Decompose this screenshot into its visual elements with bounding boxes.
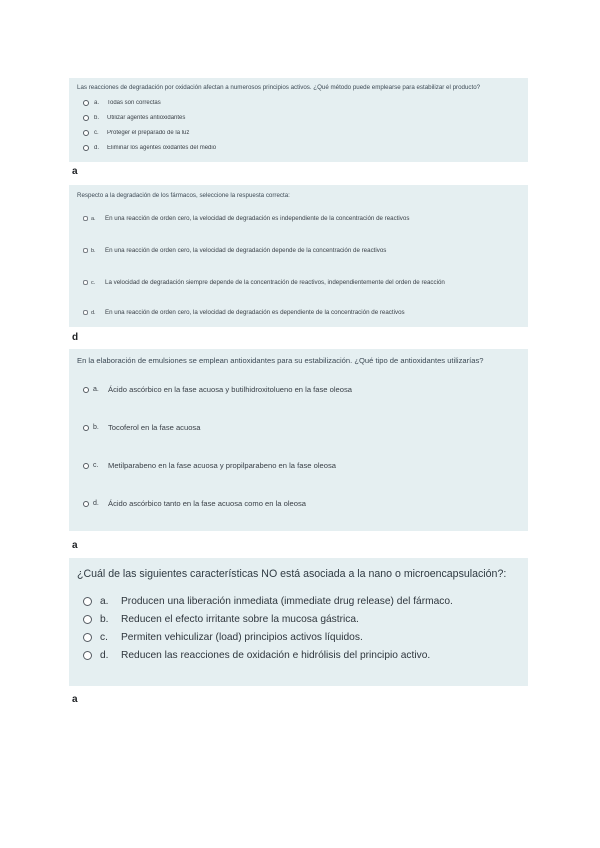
option-letter: b. xyxy=(91,247,96,254)
radio-button[interactable] xyxy=(83,115,89,121)
checkbox[interactable] xyxy=(83,280,88,285)
option-letter: c. xyxy=(93,462,99,469)
option-label: Proteger el preparado de la luz xyxy=(107,130,190,136)
option-label: Tocoferol en la fase acuosa xyxy=(108,423,201,432)
checkbox[interactable] xyxy=(83,310,88,315)
radio-button[interactable] xyxy=(83,100,89,106)
option-label: Todas son correctas xyxy=(107,100,161,106)
option-label: En una reacción de orden cero, la velocidad de degradación es dependiente de la concentración de reactivos xyxy=(105,309,405,316)
checkbox[interactable] xyxy=(83,216,88,221)
question-text: Respecto a la degradación de los fármacos, seleccione la respuesta correcta: xyxy=(77,192,290,199)
radio-button[interactable] xyxy=(83,597,92,606)
option-letter: b. xyxy=(94,115,100,121)
option-letter: c. xyxy=(94,130,99,136)
question-card-4 xyxy=(69,558,528,686)
option-d[interactable] xyxy=(83,650,522,661)
option-label: La velocidad de degradación siempre depende de la concentración de reactivos, independientemente del orden de reacción xyxy=(105,279,445,286)
radio-button[interactable] xyxy=(83,387,89,393)
option-letter: a. xyxy=(100,596,109,607)
option-letter: c. xyxy=(91,279,96,286)
radio-button[interactable] xyxy=(83,633,92,642)
option-letter: a. xyxy=(91,215,96,222)
option-label: Ácido ascórbico en la fase acuosa y butilhidroxitolueno en la fase oleosa xyxy=(108,385,352,394)
answer-label-2: d xyxy=(72,332,79,343)
option-a[interactable] xyxy=(83,385,522,394)
option-label: Reducen el efecto irritante sobre la mucosa gástrica. xyxy=(121,614,359,625)
option-d[interactable] xyxy=(83,145,522,151)
answer-label-4: a xyxy=(72,694,78,705)
option-label: Ácido ascórbico tanto en la fase acuosa como en la oleosa xyxy=(108,499,306,508)
option-a[interactable] xyxy=(83,215,522,222)
option-b[interactable] xyxy=(83,423,522,432)
option-a[interactable] xyxy=(83,100,522,106)
answer-label-3: a xyxy=(72,540,78,551)
option-c[interactable] xyxy=(83,632,522,643)
radio-button[interactable] xyxy=(83,501,89,507)
checkbox[interactable] xyxy=(83,248,88,253)
question-card-1 xyxy=(69,78,528,162)
radio-button[interactable] xyxy=(83,130,89,136)
radio-button[interactable] xyxy=(83,615,92,624)
option-letter: d. xyxy=(100,650,109,661)
option-b[interactable] xyxy=(83,614,522,625)
radio-button[interactable] xyxy=(83,425,89,431)
answer-label-1: a xyxy=(72,166,78,177)
option-letter: a. xyxy=(94,100,100,106)
radio-button[interactable] xyxy=(83,145,89,151)
radio-button[interactable] xyxy=(83,463,89,469)
option-label: En una reacción de orden cero, la velocidad de degradación depende de la concentración de reactivos xyxy=(105,247,387,254)
option-label: Producen una liberación inmediata (immediate drug release) del fármaco. xyxy=(121,596,453,607)
option-c[interactable] xyxy=(83,461,522,470)
option-letter: c. xyxy=(100,632,108,643)
question-text: ¿Cuál de las siguientes características NO está asociada a la nano o microencapsulación?: xyxy=(77,568,507,580)
option-letter: a. xyxy=(93,386,99,393)
option-letter: b. xyxy=(93,424,99,431)
question-card-3 xyxy=(69,349,528,531)
option-label: Reducen las reacciones de oxidación e hidrólisis del principio activo. xyxy=(121,650,431,661)
option-c[interactable] xyxy=(83,279,522,286)
option-letter: d. xyxy=(91,309,96,316)
option-label: En una reacción de orden cero, la velocidad de degradación es independiente de la concentración de reactivos xyxy=(105,215,410,222)
question-text: Las reacciones de degradación por oxidación afectan a numerosos principios activos. ¿Qué método puede emplearse para estabilizar el producto? xyxy=(77,84,481,91)
option-letter: d. xyxy=(94,145,100,151)
option-letter: b. xyxy=(100,614,109,625)
option-d[interactable] xyxy=(83,499,522,508)
option-d[interactable] xyxy=(83,309,522,316)
option-label: Eliminar los agentes oxidantes del medio xyxy=(107,145,217,151)
option-a[interactable] xyxy=(83,596,522,607)
question-text: En la elaboración de emulsiones se emplean antioxidantes para su estabilización. ¿Qué tipo de antioxidantes utilizarías? xyxy=(77,356,484,365)
option-label: Metilparabeno en la fase acuosa y propilparabeno en la fase oleosa xyxy=(108,461,336,470)
question-card-2 xyxy=(69,185,528,327)
radio-button[interactable] xyxy=(83,651,92,660)
option-letter: d. xyxy=(93,500,99,507)
option-b[interactable] xyxy=(83,247,522,254)
option-b[interactable] xyxy=(83,115,522,121)
option-label: Permiten vehiculizar (load) principios activos líquidos. xyxy=(121,632,363,643)
option-label: Utilizar agentes antioxidantes xyxy=(107,115,186,121)
option-c[interactable] xyxy=(83,130,522,136)
